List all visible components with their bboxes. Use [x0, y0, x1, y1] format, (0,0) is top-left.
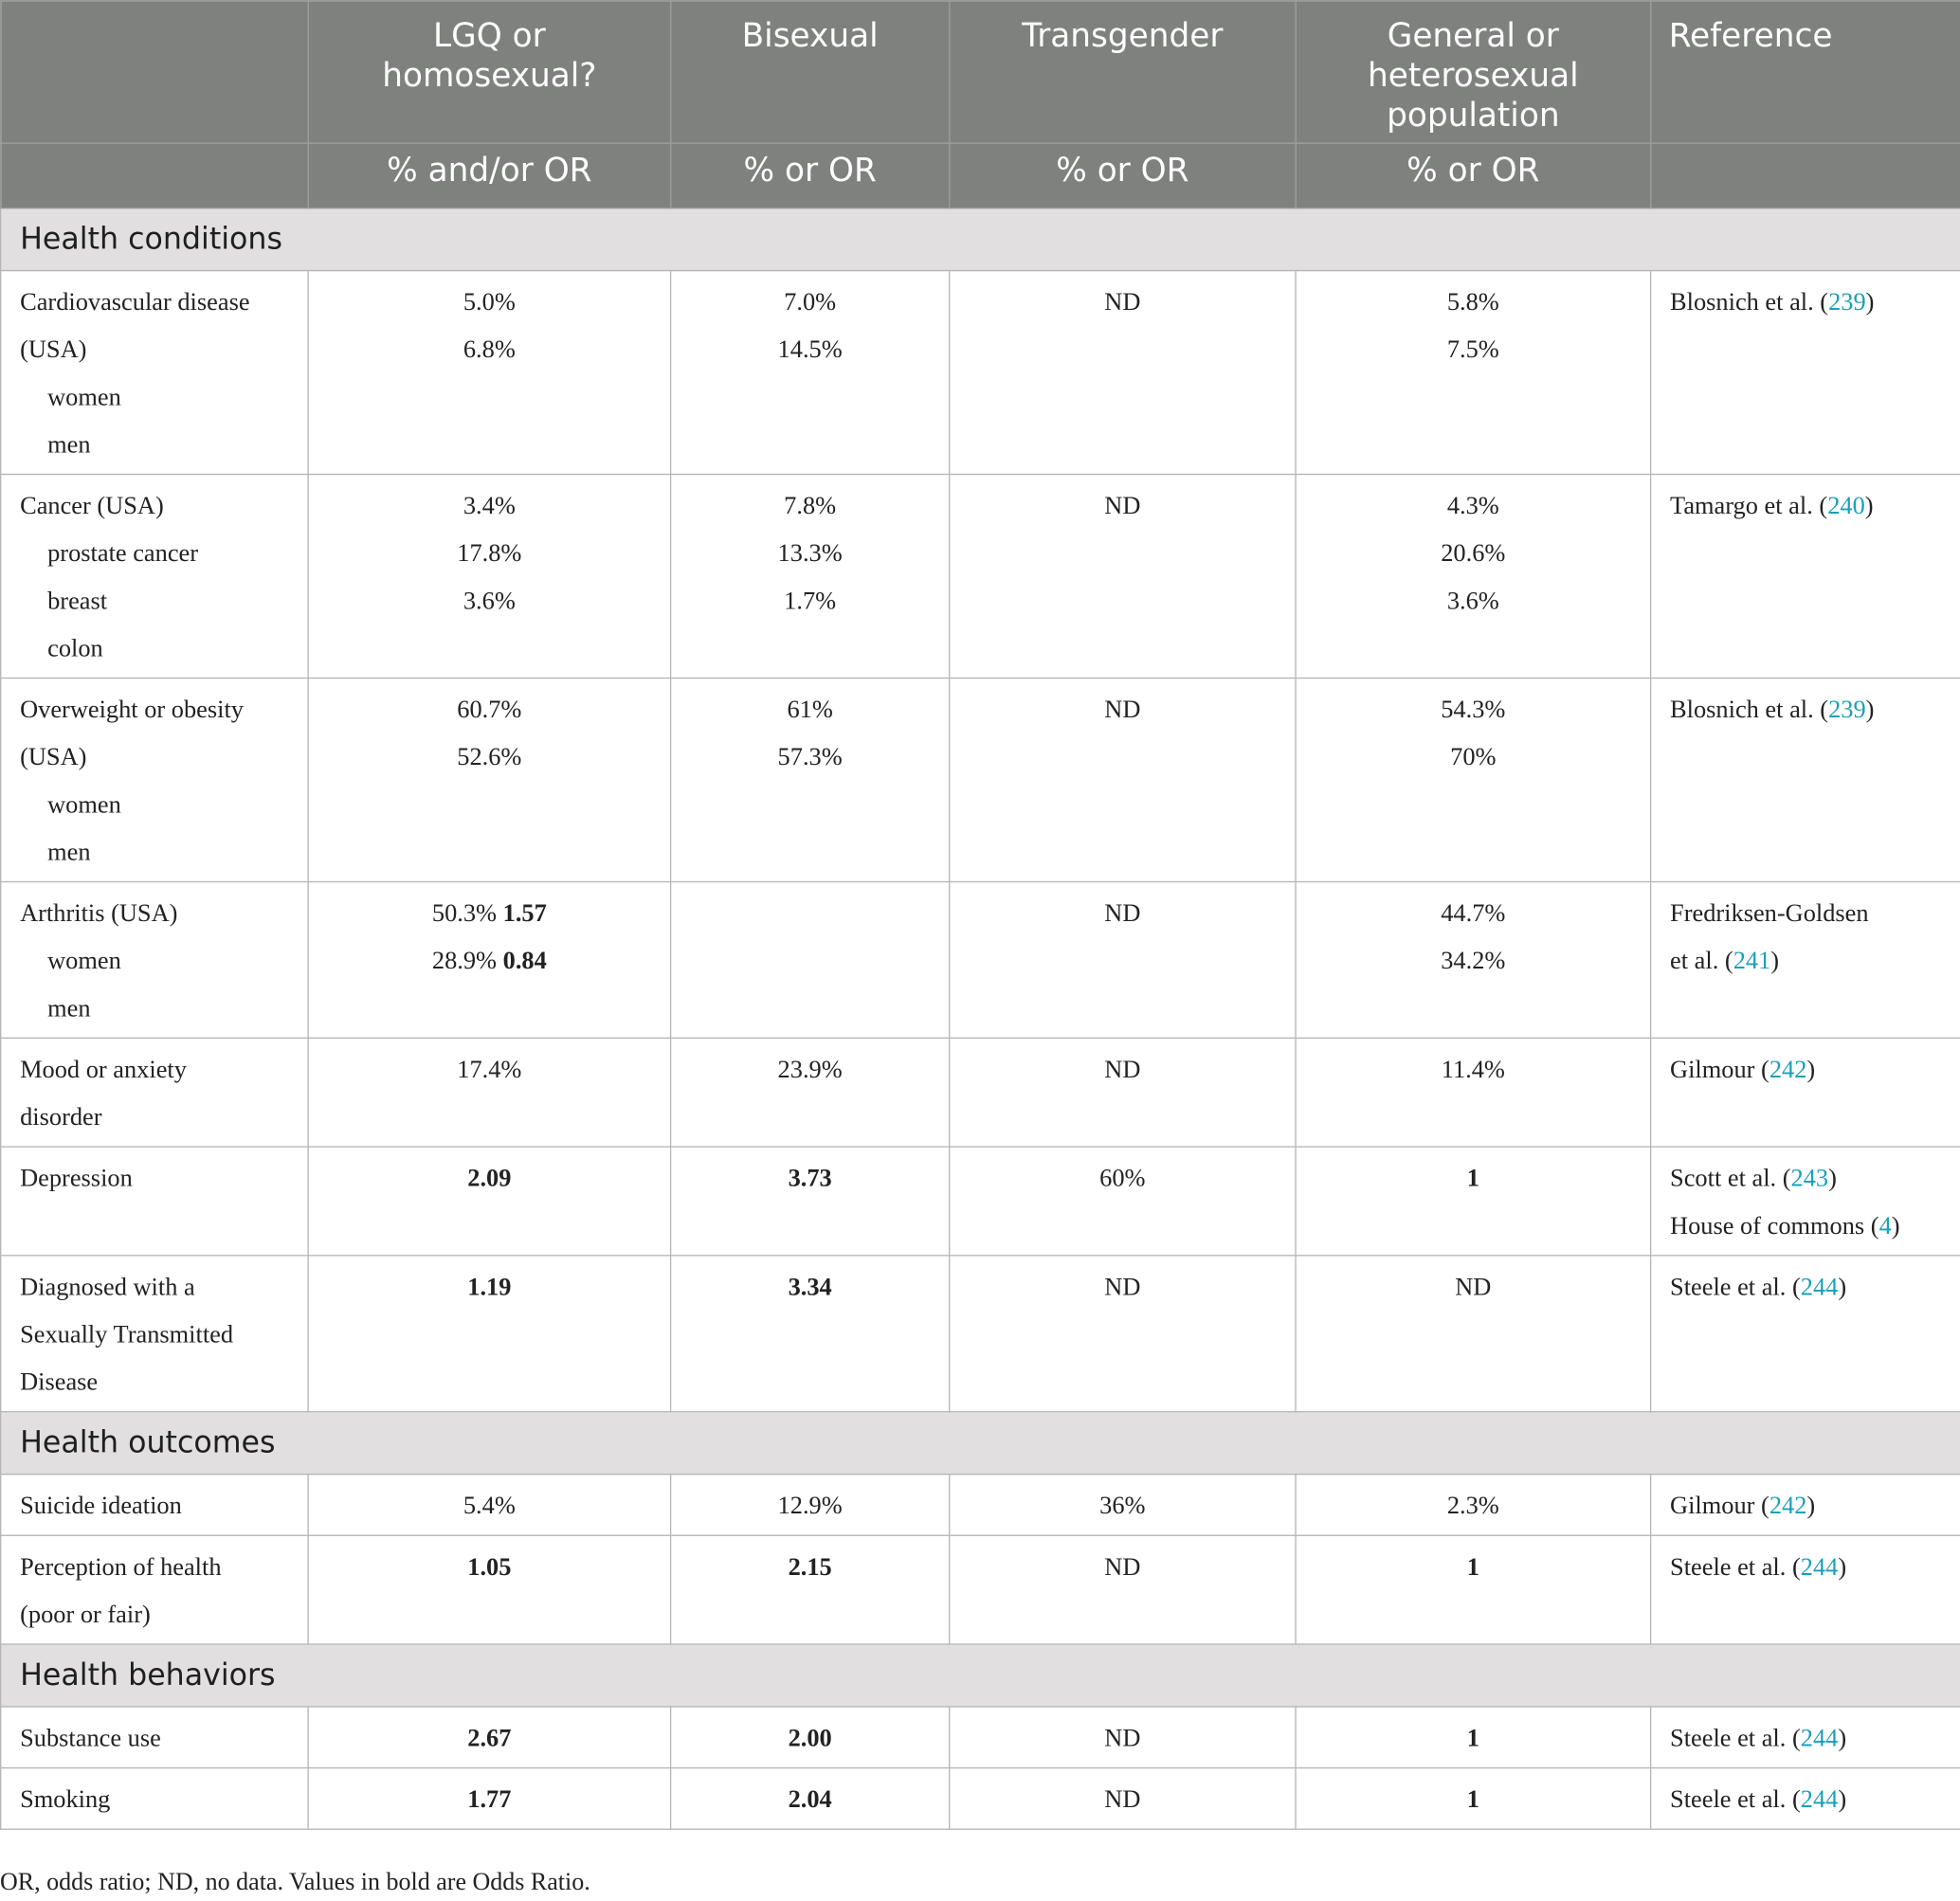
cell-reference [1651, 881, 1960, 1038]
cell-transgender: ND [950, 1535, 1296, 1644]
cell-transgender: ND [950, 1256, 1296, 1412]
value: 7.5% [1446, 335, 1499, 364]
value: 7.0% [784, 288, 837, 317]
citation-link[interactable]: 241 [1733, 947, 1771, 975]
unit-bisexual: % or OR [671, 143, 950, 208]
sub-label: women [47, 947, 121, 975]
cell-reference [1651, 1768, 1960, 1830]
header-bisexual: Bisexual [671, 1, 950, 143]
odds-ratio: 1.57 [502, 899, 547, 928]
label-line: Mood or anxiety [20, 1056, 187, 1084]
row-label [1, 1535, 308, 1644]
ref-text: Scott et al. ( [1670, 1165, 1791, 1193]
label-line: Overweight or obesity [20, 696, 245, 724]
cell-general: ND [1296, 1256, 1651, 1412]
value: 5.0% [463, 288, 516, 317]
value: 3.6% [1446, 587, 1499, 615]
cell-transgender: 60% [950, 1147, 1296, 1256]
unit-reference [1651, 143, 1960, 208]
cell-reference [1651, 1707, 1960, 1768]
row-label [1, 475, 308, 679]
cell-reference [1651, 1147, 1960, 1256]
label-line: Disease [20, 1368, 99, 1397]
reference-line [1670, 1203, 1941, 1250]
cell-bisexual: 3.73 [671, 1147, 950, 1256]
cell-bisexual: 3.34 [671, 1256, 950, 1412]
row-label: Substance use [1, 1707, 308, 1768]
cell-transgender: ND [950, 1768, 1296, 1830]
ref-text: House of commons ( [1670, 1212, 1879, 1240]
cell-bisexual: 2.15 [671, 1535, 950, 1644]
header-empty [1, 1, 308, 143]
ref-text: Tamargo et al. ( [1670, 492, 1828, 520]
unit-lgq: % and/or OR [308, 143, 670, 208]
citation-link[interactable]: 240 [1827, 492, 1865, 520]
cell-reference [1651, 1535, 1960, 1644]
table-row [1, 1256, 1960, 1412]
unit-general: % or OR [1296, 143, 1651, 208]
value: 4.3% [1446, 492, 1499, 520]
cell-lgq: 17.4% [308, 1038, 670, 1147]
value: 34.2% [1441, 947, 1506, 975]
cell-lgq [308, 271, 670, 475]
value-pair [328, 890, 652, 937]
sub-label: colon [47, 635, 103, 663]
table-row [1, 1768, 1960, 1830]
label-line: disorder [20, 1103, 102, 1132]
sub-label: men [47, 431, 91, 460]
value: 6.8% [463, 335, 516, 364]
table-row [1, 1707, 1960, 1768]
table-row [1, 475, 1960, 679]
section-title: Health outcomes [1, 1412, 1960, 1475]
sub-label: prostate cancer [47, 539, 199, 568]
cell-lgq: 2.67 [308, 1707, 670, 1768]
value: 20.6% [1441, 539, 1506, 568]
cell-reference [1651, 271, 1960, 475]
label-line: Sexually Transmitted [20, 1321, 234, 1349]
value-pair [328, 937, 652, 985]
cell-transgender: ND [950, 475, 1296, 679]
cell-bisexual: 12.9% [671, 1475, 950, 1536]
table-row [1, 271, 1960, 475]
citation-link[interactable]: 242 [1769, 1492, 1807, 1520]
label-line: Arthritis (USA) [20, 899, 178, 928]
row-label [1, 1256, 308, 1412]
citation-link[interactable]: 244 [1800, 1785, 1839, 1814]
citation-link[interactable]: 239 [1828, 696, 1866, 724]
cell-bisexual: 23.9% [671, 1038, 950, 1147]
cell-general: 1 [1296, 1768, 1651, 1830]
value: 28.9% [431, 947, 498, 975]
ref-close: ) [1838, 1273, 1847, 1301]
section-health-outcomes [1, 1412, 1960, 1475]
ref-text: Steele et al. ( [1670, 1785, 1801, 1814]
ref-close: ) [1865, 288, 1875, 317]
ref-text: Blosnich et al. ( [1670, 288, 1829, 317]
unit-empty [1, 143, 308, 208]
value: 44.7% [1441, 899, 1506, 928]
value: 13.3% [777, 539, 843, 568]
ref-text: Gilmour ( [1670, 1492, 1769, 1520]
ref-text: Steele et al. ( [1670, 1553, 1801, 1582]
label-line: Diagnosed with a [20, 1273, 195, 1301]
value: 5.8% [1446, 288, 1499, 317]
table-header [1, 1, 1960, 208]
citation-link[interactable]: 243 [1790, 1165, 1829, 1193]
label-line: Cancer (USA) [20, 492, 164, 520]
value: 60.7% [457, 696, 522, 724]
value: 52.6% [457, 743, 522, 771]
value: 57.3% [777, 743, 843, 771]
section-health-behaviors [1, 1644, 1960, 1707]
unit-transgender: % or OR [950, 143, 1296, 208]
row-label: Depression [1, 1147, 308, 1256]
cell-general [1296, 475, 1651, 679]
label-line: (USA) [20, 743, 87, 771]
label-line: (USA) [20, 335, 87, 364]
citation-link[interactable]: 244 [1800, 1725, 1839, 1753]
cell-transgender: ND [950, 1707, 1296, 1768]
row-label [1, 679, 308, 882]
table-footnote: OR, odds ratio; ND, no data. Values in bold are Odds Ratio. [0, 1868, 590, 1895]
ref-close: ) [1838, 1553, 1847, 1582]
ref-close: ) [1770, 947, 1780, 975]
row-label [1, 271, 308, 475]
cell-general [1296, 881, 1651, 1038]
ref-text: Gilmour ( [1670, 1056, 1769, 1084]
ref-close: ) [1828, 1165, 1837, 1193]
section-health-conditions [1, 208, 1960, 271]
cell-bisexual [671, 271, 950, 475]
value: 3.6% [463, 587, 516, 615]
citation-link[interactable]: 239 [1828, 288, 1866, 317]
header-general: General or heterosexual population [1296, 1, 1651, 143]
table-row [1, 1535, 1960, 1644]
cell-general: 1 [1296, 1707, 1651, 1768]
label-line: Cardiovascular disease [20, 288, 250, 317]
cell-reference [1651, 475, 1960, 679]
ref-text: Fredriksen-Goldsen [1670, 899, 1869, 928]
odds-ratio: 0.84 [502, 947, 547, 975]
cell-bisexual [671, 679, 950, 882]
cell-bisexual: 2.04 [671, 1768, 950, 1830]
row-label: Smoking [1, 1768, 308, 1830]
header-row-groups [1, 1, 1960, 143]
section-title: Health conditions [1, 208, 1960, 271]
header-reference: Reference [1651, 1, 1960, 143]
sub-label: men [47, 838, 91, 866]
cell-transgender: ND [950, 1038, 1296, 1147]
cell-reference [1651, 1256, 1960, 1412]
citation-link[interactable]: 4 [1878, 1212, 1892, 1240]
header-lgq: LGQ or homosexual? [308, 1, 670, 143]
value: 14.5% [777, 335, 843, 364]
value: 50.3% [431, 899, 498, 928]
sub-label: women [47, 383, 121, 411]
ref-close: ) [1891, 1212, 1900, 1240]
cell-lgq [308, 475, 670, 679]
ref-text: Steele et al. ( [1670, 1725, 1801, 1753]
row-label: Suicide ideation [1, 1475, 308, 1536]
ref-close: ) [1838, 1785, 1847, 1814]
cell-reference [1651, 1475, 1960, 1536]
value: 1.7% [784, 587, 837, 615]
sub-label: men [47, 994, 91, 1023]
value: 70% [1450, 743, 1497, 771]
cell-reference [1651, 679, 1960, 882]
ref-text: Steele et al. ( [1670, 1273, 1801, 1301]
cell-lgq: 1.05 [308, 1535, 670, 1644]
cell-general: 2.3% [1296, 1475, 1651, 1536]
cell-bisexual [671, 881, 950, 1038]
sub-label: breast [47, 587, 108, 615]
cell-general [1296, 679, 1651, 882]
header-row-units [1, 143, 1960, 208]
reference-line [1670, 1155, 1941, 1203]
ref-close: ) [1806, 1056, 1816, 1084]
cell-transgender: ND [950, 881, 1296, 1038]
value: 61% [787, 696, 833, 724]
table-row [1, 1475, 1960, 1536]
cell-lgq: 1.77 [308, 1768, 670, 1830]
table-body [1, 208, 1960, 1830]
cell-general: 1 [1296, 1147, 1651, 1256]
ref-close: ) [1838, 1725, 1847, 1753]
cell-general: 11.4% [1296, 1038, 1651, 1147]
citation-link[interactable]: 244 [1800, 1273, 1839, 1301]
ref-text: Blosnich et al. ( [1670, 696, 1829, 724]
cell-transgender: ND [950, 679, 1296, 882]
value: 17.8% [457, 539, 522, 568]
cell-general: 1 [1296, 1535, 1651, 1644]
table-row [1, 881, 1960, 1038]
cell-reference [1651, 1038, 1960, 1147]
cell-lgq: 1.19 [308, 1256, 670, 1412]
cell-bisexual [671, 475, 950, 679]
header-transgender: Transgender [950, 1, 1296, 143]
cell-general [1296, 271, 1651, 475]
table-row [1, 679, 1960, 882]
ref-close: ) [1865, 696, 1875, 724]
cell-lgq [308, 881, 670, 1038]
row-label [1, 881, 308, 1038]
label-line: Perception of health [20, 1553, 222, 1582]
section-title: Health behaviors [1, 1644, 1960, 1707]
citation-link[interactable]: 242 [1769, 1056, 1807, 1084]
table-row [1, 1147, 1960, 1256]
table-row [1, 1038, 1960, 1147]
value: 54.3% [1441, 696, 1506, 724]
ref-close: ) [1864, 492, 1874, 520]
ref-close: ) [1806, 1492, 1816, 1520]
cell-lgq: 2.09 [308, 1147, 670, 1256]
cell-transgender: 36% [950, 1475, 1296, 1536]
row-label [1, 1038, 308, 1147]
cell-lgq [308, 679, 670, 882]
cell-transgender: ND [950, 271, 1296, 475]
value: 7.8% [784, 492, 837, 520]
citation-link[interactable]: 244 [1800, 1553, 1839, 1582]
value: 3.4% [463, 492, 516, 520]
cell-bisexual: 2.00 [671, 1707, 950, 1768]
label-line: (poor or fair) [20, 1601, 151, 1629]
ref-text: et al. ( [1670, 947, 1733, 975]
cell-lgq: 5.4% [308, 1475, 670, 1536]
sub-label: women [47, 790, 121, 819]
